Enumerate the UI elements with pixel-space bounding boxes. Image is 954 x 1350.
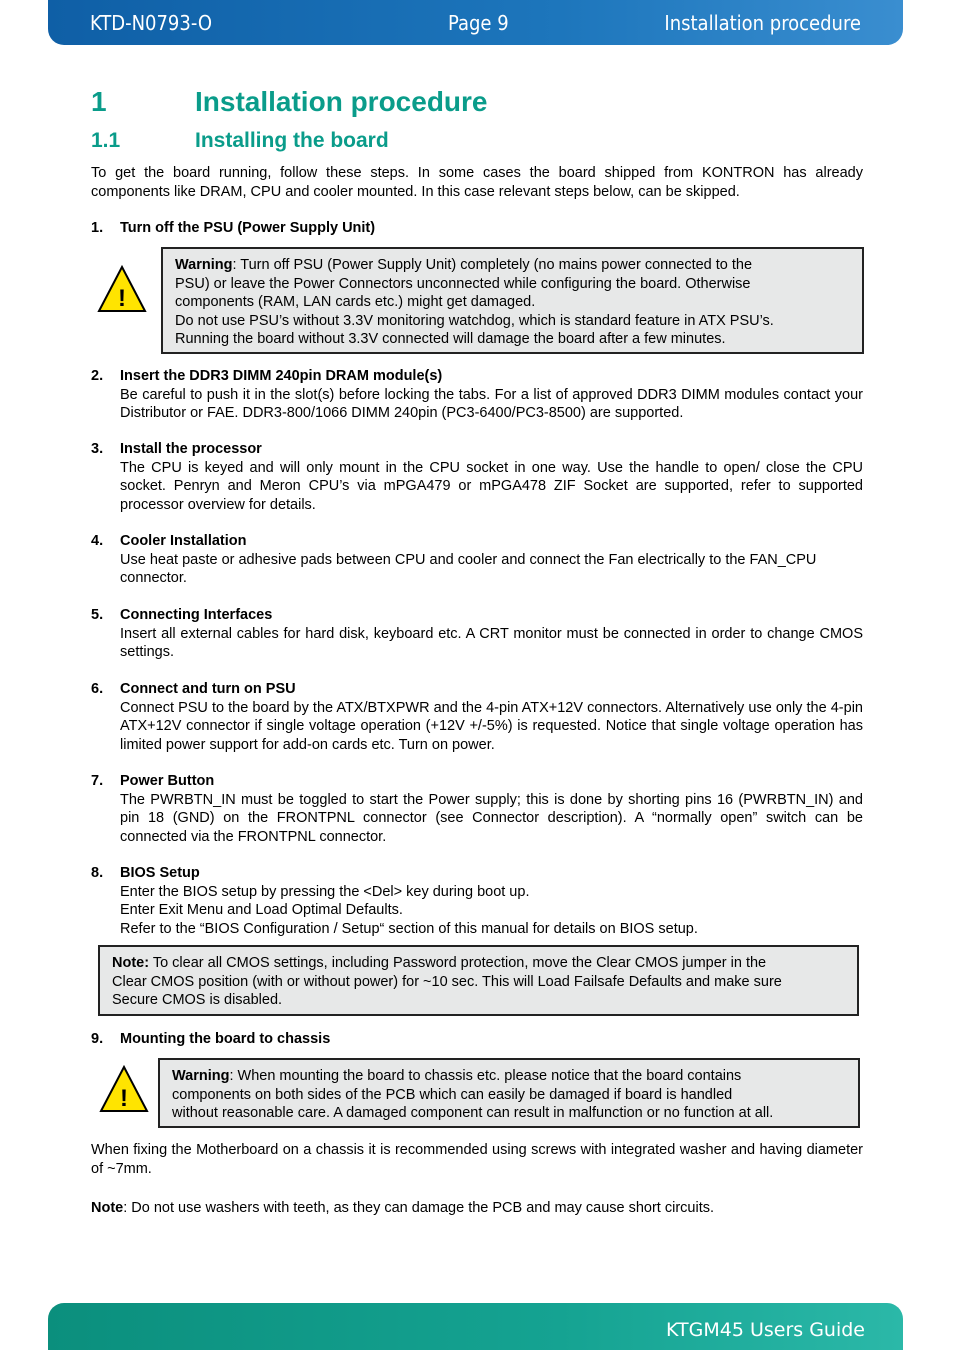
final-note-text: : Do not use washers with teeth, as they can damage the PCB and may cause short circuits. bbox=[123, 1200, 715, 1216]
warning-icon bbox=[99, 1065, 149, 1113]
final-note-label: Note bbox=[91, 1200, 124, 1216]
heading-2-number: 1.1 bbox=[91, 129, 121, 152]
step-title: Mounting the board to chassis bbox=[120, 1031, 331, 1047]
step-title: Connect and turn on PSU bbox=[120, 681, 296, 697]
footer-title: KTGM45 Users Guide bbox=[666, 1319, 865, 1341]
header-section-title: Installation procedure bbox=[664, 11, 861, 35]
step-body: The CPU is keyed and will only mount in the CPU socket in one way. Use the handle to open/ close the CPU socket. Penryn and Meron CPU’s via mPGA479 or mPGA478 ZIF Socket are supported, refer to supported processor overview for details. bbox=[120, 459, 863, 513]
step-body: Insert all external cables for hard disk, keyboard etc. A CRT monitor must be connected in order to change CMOS settings. bbox=[120, 625, 863, 660]
step-number: 9. bbox=[91, 1031, 104, 1047]
intro-paragraph: To get the board running, follow these steps. In some cases the board shipped from KONTRON has already components like DRAM, CPU and cooler mounted. In this case relevant steps below, can be skipped. bbox=[91, 165, 863, 200]
step-title: Insert the DDR3 DIMM 240pin DRAM module(s) bbox=[120, 368, 443, 384]
note-text: To clear all CMOS settings, including Password protection, move the Clear CMOS jumper in the bbox=[149, 955, 767, 971]
step-body: Be careful to push it in the slot(s) before locking the tabs. For a list of approved DDR3 DIMM modules contact your Distributor or FAE. DDR3-800/1066 DIMM 240pin (PC3-6400/PC3-8500) are supported. bbox=[120, 386, 863, 421]
heading-1-number: 1 bbox=[91, 86, 107, 117]
step-title: Install the processor bbox=[120, 441, 262, 457]
closing-paragraph: When fixing the Motherboard on a chassis it is recommended using screws with integrated washer and having diameter of ~7mm. bbox=[91, 1142, 863, 1177]
step-body: Connect PSU to the board by the ATX/BTXPWR and the 4-pin ATX+12V connectors. Alternatively use only the 4-pin ATX+12V connector if single voltage operation (+12V +/-5%) is requested. Notice that single voltage operation has limited power support for add-on cards etc. Turn on power. bbox=[120, 699, 863, 753]
page-footer bbox=[48, 1303, 903, 1350]
svg-text:!: ! bbox=[120, 1085, 128, 1112]
step-body-line: Refer to the “BIOS Configuration / Setup“ section of this manual for details on BIOS setup. bbox=[120, 920, 698, 937]
note-text: Secure CMOS is disabled. bbox=[112, 992, 283, 1008]
step-title: Connecting Interfaces bbox=[120, 607, 273, 623]
step-title: Cooler Installation bbox=[120, 533, 247, 549]
final-note bbox=[91, 1199, 863, 1218]
page-header bbox=[48, 0, 903, 45]
step-number: 6. bbox=[91, 681, 104, 697]
doc-id: KTD-N0793-O bbox=[90, 11, 213, 35]
step-number: 4. bbox=[91, 533, 104, 549]
note-text: Clear CMOS position (with or without power) for ~10 sec. This will Load Failsafe Defaults and make sure bbox=[112, 973, 782, 990]
warning-text: components on both sides of the PCB which can easily be damaged if board is handled bbox=[172, 1086, 733, 1103]
step-body: The PWRBTN_IN must be toggled to start the Power supply; this is done by shorting pins 16 (PWRBTN_IN) and pin 18 (GND) on the FRONTPNL connector (see Connector description). A “normally open” switch can be connected via the FRONTPNL connector. bbox=[120, 791, 863, 845]
warning-box-psu bbox=[161, 247, 864, 354]
note-box-cmos bbox=[98, 945, 859, 1016]
step-number: 3. bbox=[91, 441, 104, 457]
warning-label: Warning bbox=[175, 257, 233, 273]
step-body: Use heat paste or adhesive pads between CPU and cooler and connect the Fan electrically to the FAN_CPU connector. bbox=[120, 551, 817, 586]
step-number: 5. bbox=[91, 607, 104, 623]
step-body-line: Enter Exit Menu and Load Optimal Defaults. bbox=[120, 902, 403, 918]
warning-box-chassis bbox=[158, 1058, 860, 1128]
warning-text: components (RAM, LAN cards etc.) might get damaged. bbox=[175, 294, 536, 310]
page-number: Page 9 bbox=[448, 11, 509, 35]
warning-icon bbox=[97, 265, 147, 313]
warning-text: without reasonable care. A damaged component can result in malfunction or no function at all. bbox=[172, 1105, 774, 1121]
heading-1-text: Installation procedure bbox=[195, 86, 488, 117]
step-number: 8. bbox=[91, 865, 104, 881]
heading-2-text: Installing the board bbox=[195, 129, 389, 152]
warning-label: Warning bbox=[172, 1068, 230, 1084]
warning-text: Running the board without 3.3V connected will damage the board after a few minutes. bbox=[175, 331, 726, 347]
step-number: 7. bbox=[91, 773, 104, 789]
note-label: Note: bbox=[112, 955, 150, 971]
step-number: 2. bbox=[91, 368, 104, 384]
step-number: 1. bbox=[91, 220, 104, 236]
step-title: Turn off the PSU (Power Supply Unit) bbox=[120, 220, 376, 236]
step-title: BIOS Setup bbox=[120, 865, 200, 881]
svg-text:!: ! bbox=[118, 285, 126, 312]
warning-text: PSU) or leave the Power Connectors unconnected while configuring the board. Otherwise bbox=[175, 275, 751, 292]
step-body bbox=[120, 883, 863, 939]
step-title: Power Button bbox=[120, 773, 215, 789]
step-body-line: Enter the BIOS setup by pressing the <Del> key during boot up. bbox=[120, 883, 530, 900]
warning-text: : Turn off PSU (Power Supply Unit) completely (no mains power connected to the bbox=[232, 257, 753, 273]
warning-text: Do not use PSU’s without 3.3V monitoring watchdog, which is standard feature in ATX PSU’s. bbox=[175, 312, 774, 329]
warning-text: : When mounting the board to chassis etc. please notice that the board contains bbox=[229, 1068, 742, 1084]
